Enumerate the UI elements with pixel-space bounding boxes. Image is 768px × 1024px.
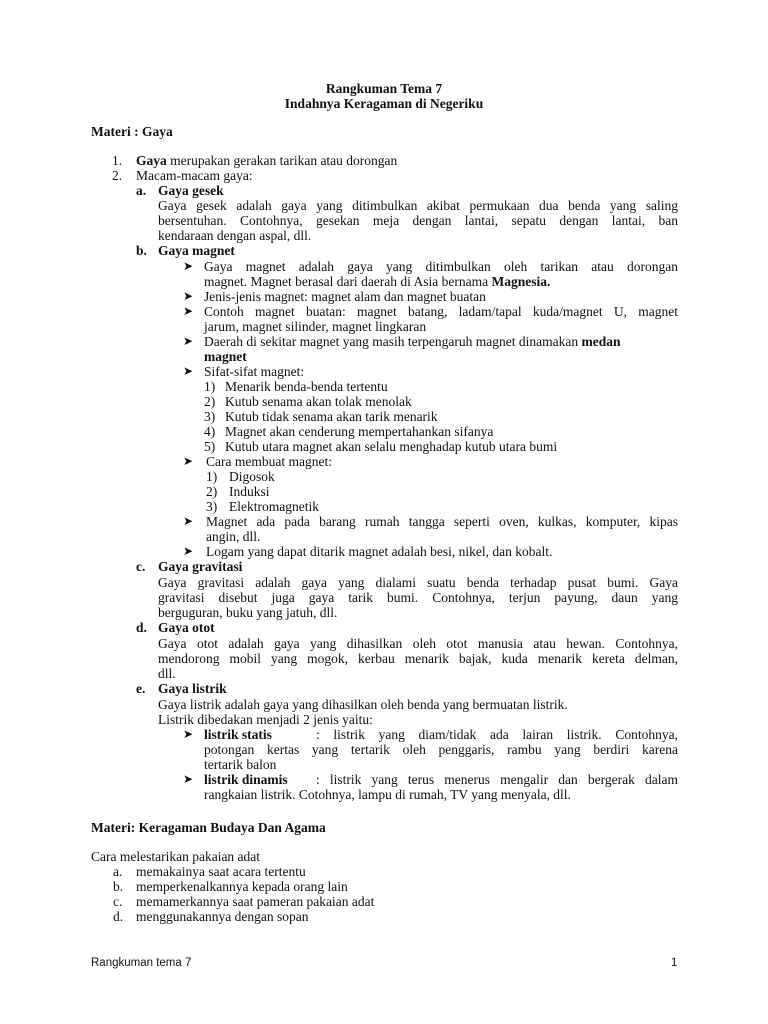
arrowhead-bullet-icon: ➤ [183, 544, 194, 558]
subitem-title-listrik: Gaya listrik [158, 681, 227, 696]
statis-line1: : listrik yang diam/tidak ada lairan listrik. Contohnya, [316, 727, 678, 742]
term-magnesia: Magnesia. [491, 274, 551, 289]
sifat-num: 4) [204, 424, 216, 439]
sifat-text: Menarik benda-benda tertentu [225, 379, 388, 394]
item-1-text [136, 153, 397, 168]
arrowhead-bullet-icon: ➤ [183, 334, 194, 348]
listrik-line1: Gaya listrik adalah gaya yang dihasilkan oleh benda yang bermuatan listrik. [158, 697, 568, 712]
gesek-line: kendaraan dengan aspal, dll. [158, 228, 312, 243]
sifat-text: Magnet akan cenderung mempertahankan sifanya [225, 424, 494, 439]
sifat-num: 2) [204, 394, 216, 409]
cara-num: 3) [206, 499, 218, 514]
term-magnet: magnet [204, 349, 247, 364]
item-number: 2. [112, 168, 123, 183]
cara-num: 1) [206, 469, 218, 484]
subitem-letter: d. [136, 620, 147, 635]
budaya-letter: c. [113, 894, 123, 909]
subitem-title-gravitasi: Gaya gravitasi [158, 559, 243, 574]
cara-text: Induksi [229, 484, 270, 499]
subitem-title-otot: Gaya otot [158, 620, 215, 635]
subitem-letter: a. [136, 183, 147, 198]
sifat-num: 5) [204, 439, 216, 454]
subitem-title-magnet: Gaya magnet [158, 243, 235, 258]
gravitasi-line: Gaya gravitasi adalah gaya yang dialami suatu benda terhadap pusat bumi. Gaya [158, 575, 678, 590]
arrowhead-bullet-icon: ➤ [183, 514, 194, 528]
sifat-num: 3) [204, 409, 216, 424]
gesek-line: Gaya gesek adalah gaya yang ditimbulkan akibat permukaan dua benda yang saling [158, 198, 678, 213]
sifat-text: Kutub tidak senama akan tarik menarik [225, 409, 438, 424]
otot-line: dll. [158, 666, 176, 681]
magnet-p7-line1: Magnet ada pada barang rumah tangga seperti oven, kulkas, komputer, kipas [206, 514, 678, 529]
gesek-line: bersentuhan. Contohnya, gesekan meja dengan lantai, sepatu dengan lantai, ban [158, 213, 678, 228]
arrowhead-bullet-icon: ➤ [183, 454, 194, 468]
magnet-p3-line1: Contoh magnet buatan: magnet batang, ladam/tapal kuda/magnet U, magnet [204, 304, 678, 319]
magnet-p4-text: Daerah di sekitar magnet yang masih terpengaruh magnet dinamakan [204, 334, 582, 349]
dinamis-line2: rangkaian listrik. Cotohnya, lampu di rumah, TV yang menyala, dll. [204, 787, 571, 802]
otot-line: mendorong mobil yang mogok, kerbau menarik bajak, kuda menarik kereta delman, [158, 651, 678, 666]
gravitasi-line: gravitasi disebut juga gaya tarik bumi. Contohnya, terjun payung, daun yang [158, 590, 678, 605]
doc-subtitle: Indahnya Keragaman di Negeriku [284, 96, 484, 111]
statis-line2: potongan kertas yang tertarik oleh penggaris, rambu yang berdiri karena [204, 742, 678, 757]
magnet-p2: Jenis-jenis magnet: magnet alam dan magnet buatan [204, 289, 486, 304]
budaya-letter: b. [113, 879, 124, 894]
sifat-text: Kutub senama akan tolak menolak [225, 394, 412, 409]
magnet-p3-line2: jarum, magnet silinder, magnet lingkaran [204, 319, 427, 334]
listrik-line2: Listrik dibedakan menjadi 2 jenis yaitu: [158, 712, 373, 727]
cara-num: 2) [206, 484, 218, 499]
item-2-text: Macam-macam gaya: [136, 168, 253, 183]
magnet-p8: Logam yang dapat ditarik magnet adalah besi, nikel, dan kobalt. [206, 544, 553, 559]
item-1-desc: merupakan gerakan tarikan atau dorongan [166, 153, 398, 168]
footer-label: Rangkuman tema 7 [91, 957, 192, 969]
sifat-text: Kutub utara magnet akan selalu menghadap kutub utara bumi [225, 439, 558, 454]
magnet-p7-line2: angin, dll. [206, 529, 261, 544]
magnet-p6: Cara membuat magnet: [206, 454, 332, 469]
subitem-letter: e. [136, 681, 146, 696]
sifat-num: 1) [204, 379, 216, 394]
term-gaya: Gaya [136, 153, 167, 168]
budaya-item: memperkenalkannya kepada orang lain [136, 879, 348, 894]
magnet-p5: Sifat-sifat magnet: [204, 364, 305, 379]
section-heading-budaya: Materi: Keragaman Budaya Dan Agama [91, 820, 326, 835]
subitem-letter: b. [136, 243, 147, 258]
dinamis-line1: : listrik yang terus menerus mengalir dan bergerak dalam [316, 772, 678, 787]
gravitasi-line: berguguran, buku yang jatuh, dll. [158, 605, 338, 620]
arrowhead-bullet-icon: ➤ [183, 364, 194, 378]
cara-text: Digosok [229, 469, 275, 484]
magnet-p1-line2-text: magnet. Magnet berasal dari daerah di Asia bernama [204, 274, 492, 289]
arrowhead-bullet-icon: ➤ [183, 304, 194, 318]
term-listrik-statis: listrik statis [204, 727, 272, 742]
statis-line3: tertarik balon [204, 757, 277, 772]
budaya-letter: d. [113, 909, 124, 924]
arrowhead-bullet-icon: ➤ [183, 772, 194, 786]
section-heading-gaya: Materi : Gaya [91, 124, 173, 139]
doc-title: Rangkuman Tema 7 [325, 81, 443, 96]
budaya-item: menggunakannya dengan sopan [136, 909, 309, 924]
otot-line: Gaya otot adalah gaya yang dihasilkan oleh otot manusia atau hewan. Contohnya, [158, 636, 678, 651]
magnet-p1-line2 [204, 274, 550, 289]
budaya-item: memamerkannya saat pameran pakaian adat [136, 894, 375, 909]
budaya-intro: Cara melestarikan pakaian adat [91, 849, 261, 864]
item-number: 1. [112, 153, 123, 168]
arrowhead-bullet-icon: ➤ [183, 259, 194, 273]
budaya-letter: a. [113, 864, 123, 879]
magnet-p4-line1 [204, 334, 621, 349]
budaya-item: memakainya saat acara tertentu [136, 864, 306, 879]
subitem-title-gesek: Gaya gesek [158, 183, 224, 198]
arrowhead-bullet-icon: ➤ [183, 727, 194, 741]
term-medan: medan [581, 334, 621, 349]
page-number: 1 [671, 957, 678, 969]
term-listrik-dinamis: listrik dinamis [204, 772, 288, 787]
magnet-p1-line1: Gaya magnet adalah gaya yang ditimbulkan oleh tarikan atau dorongan [204, 259, 678, 274]
arrowhead-bullet-icon: ➤ [183, 289, 194, 303]
cara-text: Elektromagnetik [229, 499, 319, 514]
subitem-letter: c. [136, 559, 146, 574]
